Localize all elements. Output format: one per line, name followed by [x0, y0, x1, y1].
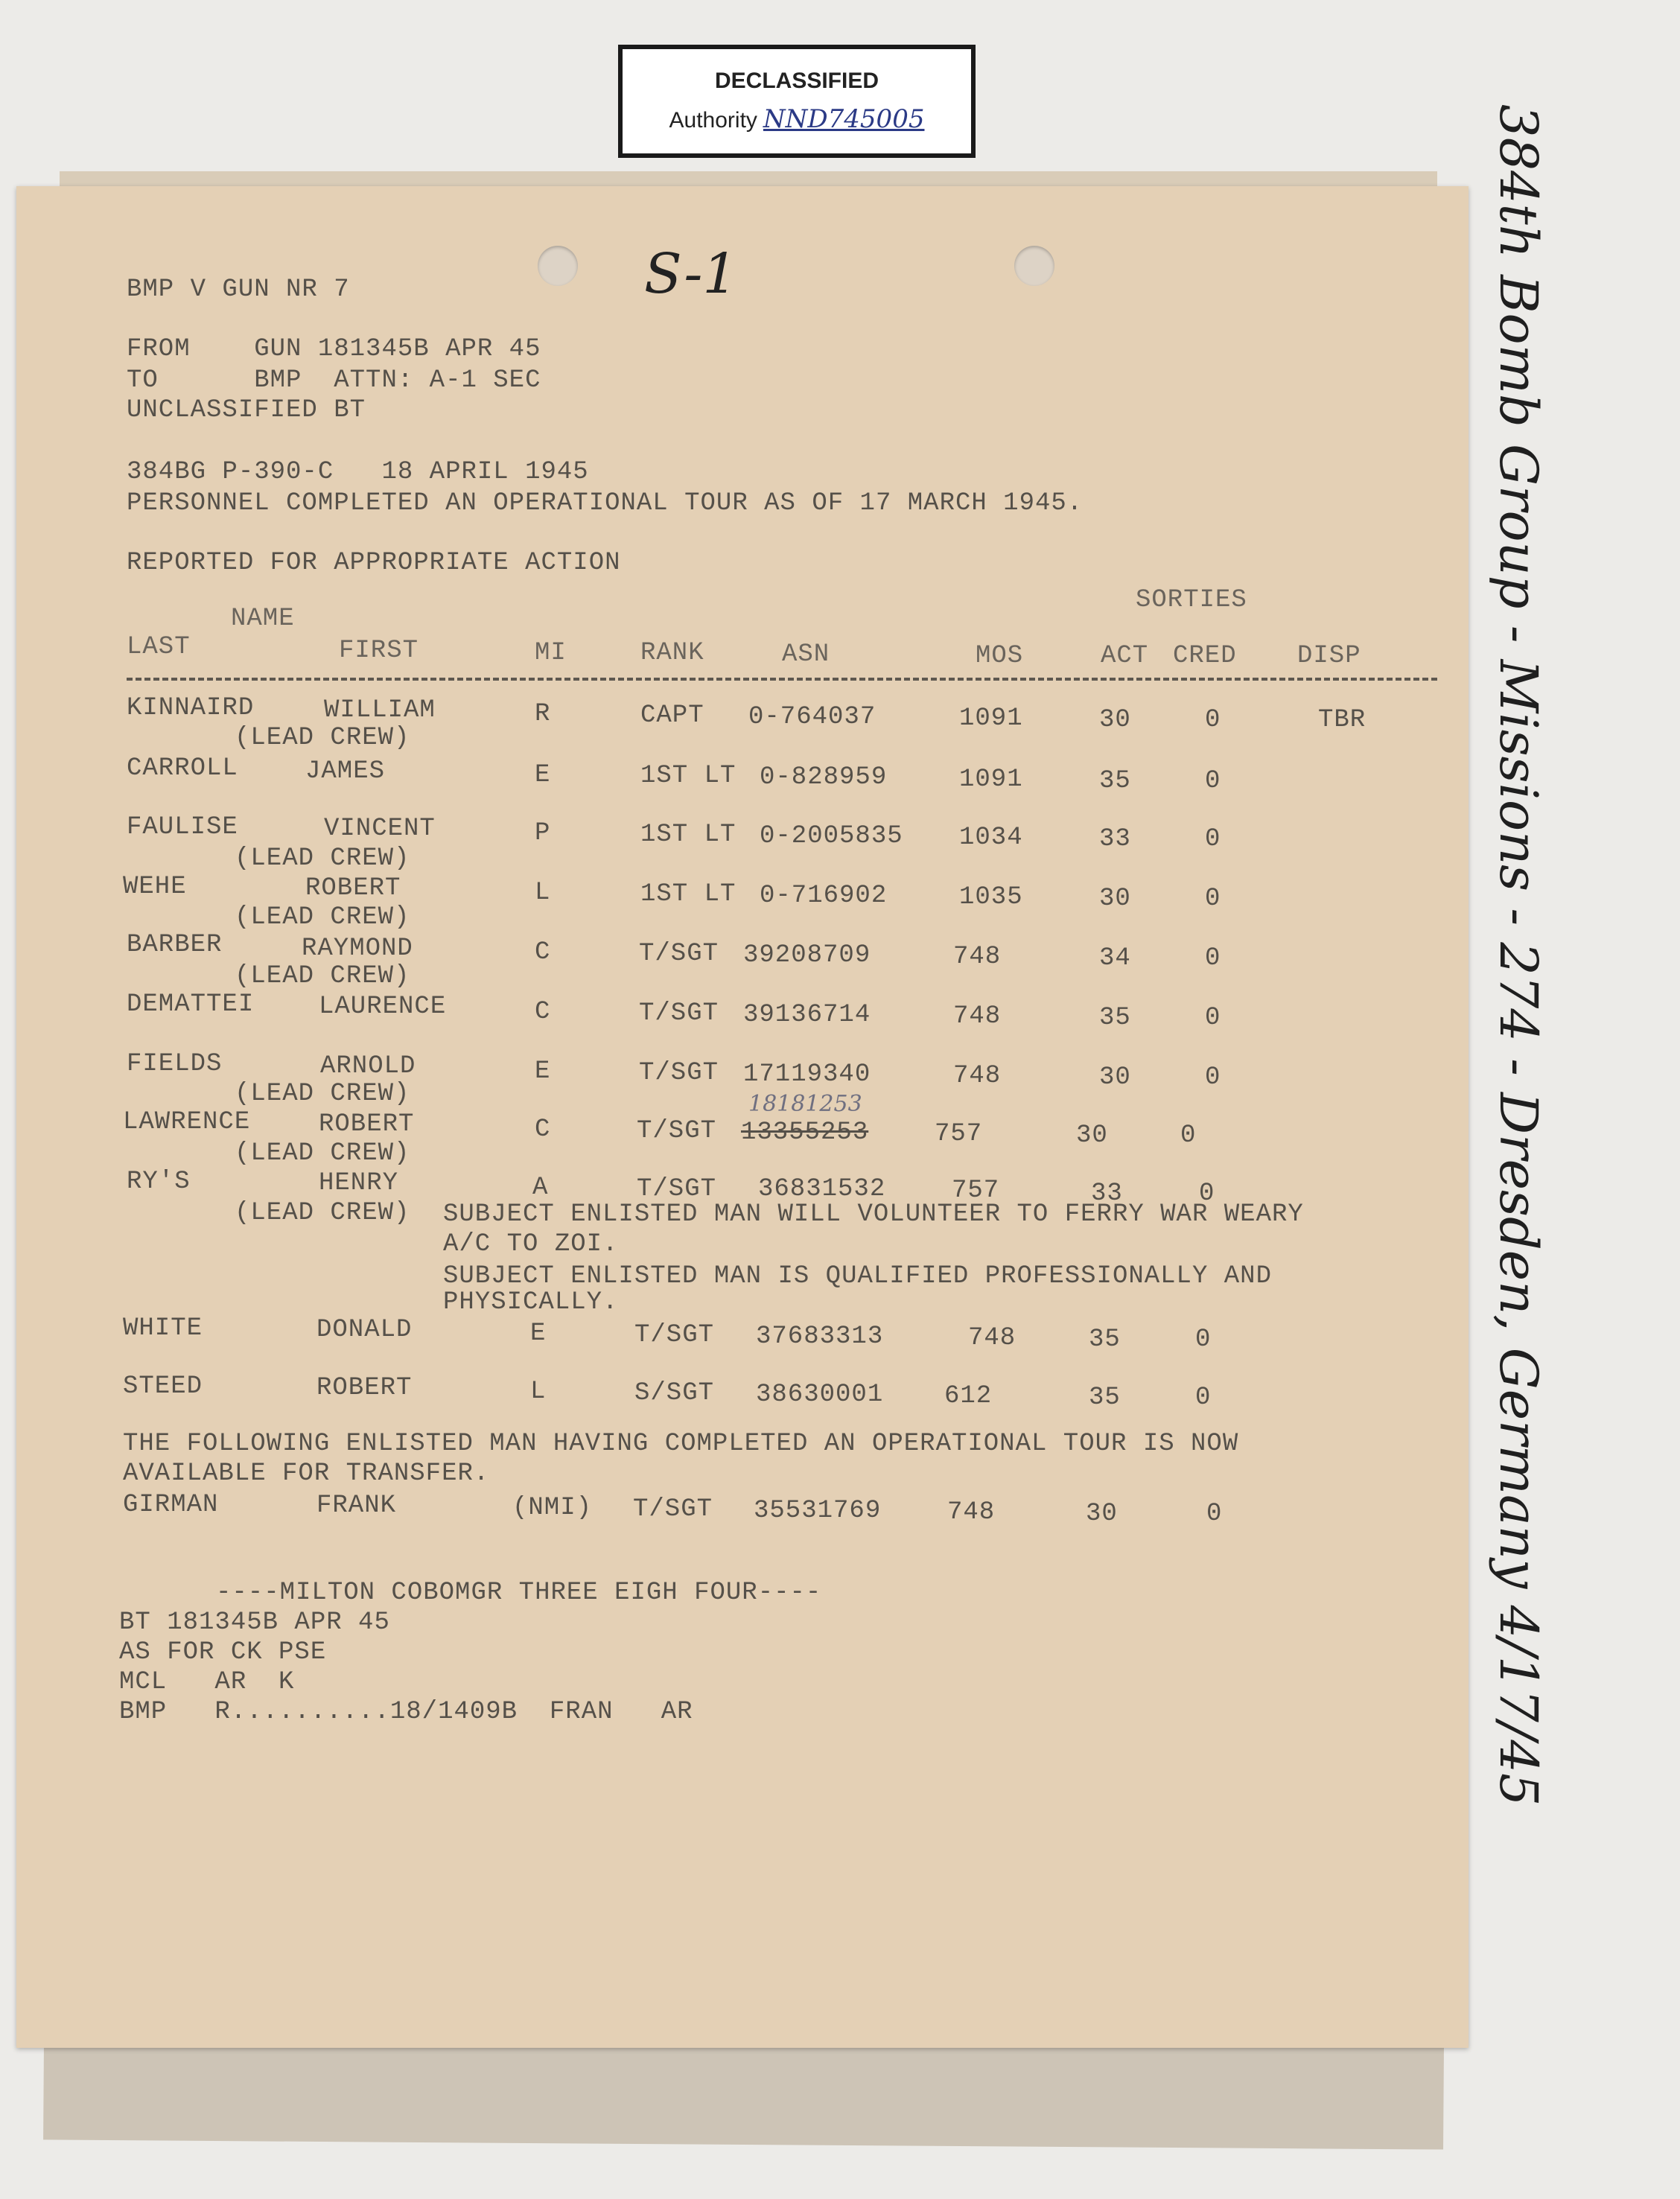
transfer-text: AVAILABLE FOR TRANSFER. — [123, 1460, 490, 1488]
row-mos: 757 — [935, 1120, 983, 1148]
row-mi: E — [535, 1057, 551, 1086]
row-rank: CAPT — [640, 701, 704, 730]
row-mos: 1035 — [959, 883, 1023, 911]
remark-line: A/C TO ZOI. — [443, 1230, 619, 1258]
col-asn: ASN — [782, 640, 830, 669]
row-cred: 0 — [1195, 1326, 1212, 1354]
row-mos: 757 — [952, 1177, 1000, 1205]
row-asn: 37683313 — [756, 1323, 884, 1351]
row-act: 35 — [1089, 1384, 1121, 1412]
row-asn: 0-764037 — [748, 703, 876, 731]
row-mos: 748 — [968, 1324, 1016, 1352]
col-first: FIRST — [339, 637, 419, 665]
row-act: 35 — [1099, 1004, 1131, 1032]
row-note: (LEAD CREW) — [235, 1080, 410, 1108]
row-mi: R — [535, 700, 551, 728]
transfer-asn: 35531769 — [754, 1497, 882, 1525]
row-asn: 36831532 — [758, 1175, 886, 1203]
row-asn: 39208709 — [743, 941, 871, 970]
row-mos: 1034 — [959, 824, 1023, 852]
to-line: TO BMP ATTN: A-1 SEC — [127, 366, 541, 395]
declassified-stamp — [618, 45, 976, 158]
row-mos: 612 — [944, 1382, 993, 1410]
reference-line: 384BG P-390-C 18 APRIL 1945 — [127, 458, 589, 486]
row-cred: 0 — [1205, 1063, 1221, 1092]
row-last: LAWRENCE — [123, 1108, 251, 1136]
handwritten-side-note: 384th Bomb Group - Missions - 274 - Dresden, Germany 4/17/45 — [1488, 104, 1549, 1807]
row-mi: E — [530, 1320, 547, 1348]
row-mos: 1091 — [959, 766, 1023, 794]
row-disp: TBR — [1318, 706, 1366, 734]
row-mos: 748 — [953, 1002, 1002, 1031]
col-mi: MI — [535, 639, 567, 667]
transfer-act: 30 — [1086, 1500, 1118, 1528]
row-asn: 39136714 — [743, 1001, 871, 1029]
col-disp: DISP — [1297, 642, 1361, 670]
row-cred: 0 — [1205, 706, 1221, 734]
footer-bt: BT 181345B APR 45 — [119, 1608, 390, 1637]
row-rank: T/SGT — [639, 1059, 719, 1087]
row-mi: C — [535, 1116, 551, 1144]
row-cred: 0 — [1195, 1384, 1212, 1412]
col-rank: RANK — [640, 639, 704, 667]
row-last: STEED — [123, 1372, 203, 1401]
row-note: (LEAD CREW) — [235, 844, 410, 873]
row-act: 30 — [1076, 1121, 1108, 1150]
transfer-text: THE FOLLOWING ENLISTED MAN HAVING COMPLETED AN OPERATIONAL TOUR IS NOW — [123, 1430, 1239, 1458]
row-note: (LEAD CREW) — [235, 1199, 410, 1227]
row-first: VINCENT — [324, 815, 436, 843]
stamp-authority: Authority NND745005 — [669, 104, 925, 134]
row-cred: 0 — [1205, 825, 1221, 853]
row-act: 30 — [1099, 706, 1131, 734]
row-last: KINNAIRD — [127, 694, 255, 722]
row-cred: 0 — [1205, 885, 1221, 913]
row-first: DONALD — [316, 1316, 413, 1344]
row-first: ARNOLD — [320, 1052, 416, 1081]
row-last: RY'S — [127, 1168, 191, 1196]
row-first: JAMES — [305, 757, 386, 786]
row-cred: 0 — [1205, 1004, 1221, 1032]
transfer-mos: 748 — [947, 1498, 996, 1527]
row-asn: 38630001 — [756, 1381, 884, 1409]
row-mi: C — [535, 998, 551, 1026]
row-cred: 0 — [1205, 767, 1221, 795]
row-note: (LEAD CREW) — [235, 962, 410, 990]
transfer-rank: T/SGT — [633, 1495, 713, 1524]
row-asn: 13355253 — [741, 1118, 869, 1147]
col-mos: MOS — [976, 642, 1024, 670]
row-mi: L — [530, 1378, 547, 1406]
row-rank: S/SGT — [634, 1379, 715, 1407]
row-cred: 0 — [1180, 1121, 1197, 1150]
signature-line: ----MILTON COBOMGR THREE EIGH FOUR---- — [216, 1579, 822, 1607]
row-last: FIELDS — [127, 1050, 223, 1078]
row-mi: P — [535, 819, 551, 847]
row-rank: 1ST LT — [640, 821, 736, 849]
row-cred: 0 — [1199, 1180, 1215, 1208]
row-note: (LEAD CREW) — [235, 724, 410, 752]
row-mi: E — [535, 761, 551, 789]
row-rank: 1ST LT — [640, 880, 736, 908]
row-last: BARBER — [127, 931, 223, 959]
header-divider — [127, 678, 1437, 681]
remark-line: SUBJECT ENLISTED MAN WILL VOLUNTEER TO FERRY WAR WEARY — [443, 1200, 1304, 1229]
row-mos: 748 — [953, 943, 1002, 971]
remark-line: PHYSICALLY. — [443, 1288, 619, 1317]
row-rank: T/SGT — [639, 940, 719, 968]
footer-bmp: BMP R..........18/1409B FRAN AR — [119, 1698, 693, 1726]
transfer-first: FRANK — [316, 1492, 397, 1520]
row-first: WILLIAM — [324, 696, 436, 725]
stamp-title: DECLASSIFIED — [714, 69, 879, 93]
row-last: DEMATTEI — [127, 990, 255, 1019]
action-line: REPORTED FOR APPROPRIATE ACTION — [127, 549, 621, 577]
row-first: HENRY — [319, 1169, 399, 1197]
subject-line: PERSONNEL COMPLETED AN OPERATIONAL TOUR AS OF 17 MARCH 1945. — [127, 489, 1084, 518]
from-line: FROM GUN 181345B APR 45 — [127, 335, 541, 363]
row-last: WHITE — [123, 1314, 203, 1343]
footer-mcl: MCL AR K — [119, 1668, 295, 1696]
row-mi: C — [535, 938, 551, 967]
col-last: LAST — [127, 633, 191, 661]
transfer-last: GIRMAN — [123, 1491, 219, 1519]
row-rank: T/SGT — [634, 1321, 715, 1349]
row-mi: A — [532, 1174, 549, 1202]
row-mi: L — [535, 879, 551, 907]
message-heading: BMP V GUN NR 7 — [127, 276, 350, 304]
row-cred: 0 — [1205, 944, 1221, 973]
punch-hole — [1014, 246, 1054, 286]
row-act: 35 — [1099, 767, 1131, 795]
row-first: ROBERT — [319, 1110, 415, 1139]
row-act: 30 — [1099, 1063, 1131, 1092]
row-last: FAULISE — [127, 813, 238, 841]
col-act: ACT — [1101, 642, 1149, 670]
row-last: WEHE — [123, 873, 187, 901]
row-act: 33 — [1099, 825, 1131, 853]
row-act: 34 — [1099, 944, 1131, 973]
row-asn: 0-716902 — [760, 882, 888, 910]
classification-line: UNCLASSIFIED BT — [127, 396, 366, 424]
row-first: RAYMOND — [302, 935, 413, 963]
row-act: 30 — [1099, 885, 1131, 913]
col-cred: CRED — [1173, 642, 1237, 670]
row-first: ROBERT — [305, 874, 401, 903]
row-first: ROBERT — [316, 1374, 413, 1402]
row-act: 35 — [1089, 1326, 1121, 1354]
punch-hole — [538, 246, 578, 286]
remark-line: SUBJECT ENLISTED MAN IS QUALIFIED PROFESSIONALLY AND — [443, 1262, 1272, 1291]
row-rank: 1ST LT — [640, 762, 736, 790]
row-last: CARROLL — [127, 754, 238, 783]
row-asn: 17119340 — [743, 1060, 871, 1089]
row-act: 33 — [1091, 1180, 1123, 1208]
row-asn: 0-828959 — [760, 763, 888, 792]
col-sorties: SORTIES — [1136, 586, 1247, 614]
row-note: (LEAD CREW) — [235, 903, 410, 932]
footer-as-for: AS FOR CK PSE — [119, 1638, 327, 1667]
row-rank: T/SGT — [637, 1175, 717, 1203]
transfer-mi: (NMI) — [512, 1494, 593, 1522]
handwritten-page-mark: S-1 — [644, 242, 738, 306]
transfer-cred: 0 — [1206, 1500, 1223, 1528]
handwritten-asn-correction: 18181253 — [748, 1091, 862, 1117]
stamp-authority-value: NND745005 — [763, 104, 925, 134]
row-asn: 0-2005835 — [760, 822, 903, 850]
row-mos: 1091 — [959, 704, 1023, 733]
col-name: NAME — [231, 605, 295, 633]
row-mos: 748 — [953, 1062, 1002, 1090]
row-note: (LEAD CREW) — [235, 1139, 410, 1168]
row-rank: T/SGT — [639, 999, 719, 1028]
row-first: LAURENCE — [319, 993, 447, 1021]
row-rank: T/SGT — [637, 1117, 717, 1145]
